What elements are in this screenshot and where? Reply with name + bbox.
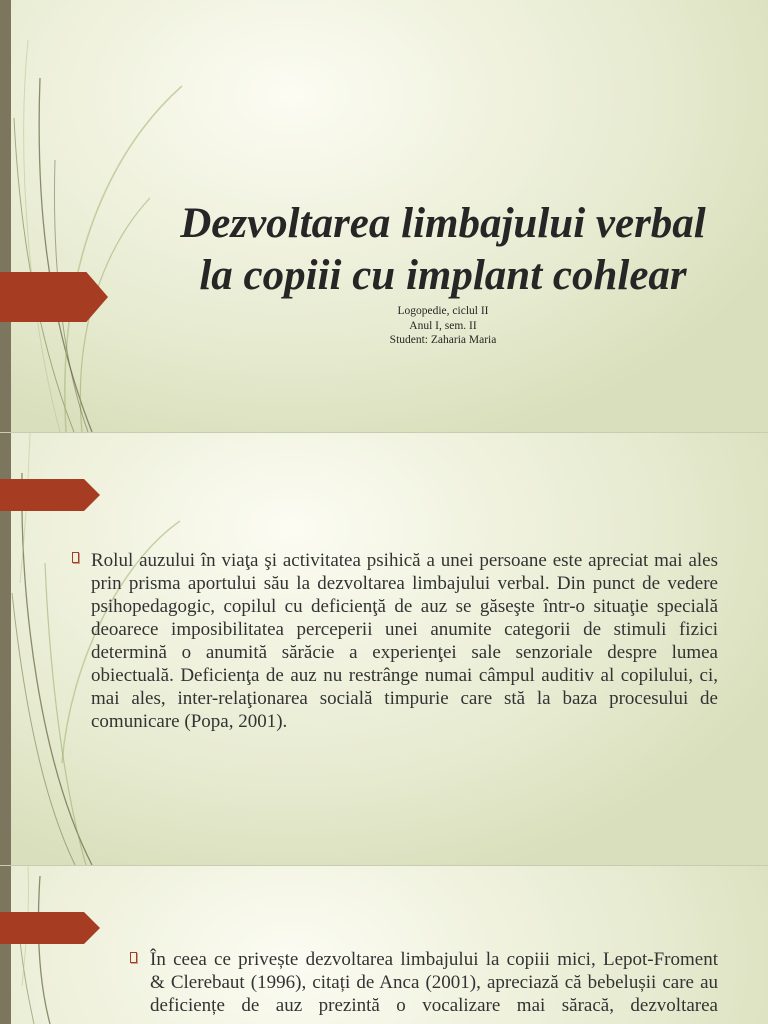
slide-sidebar-bar	[0, 866, 11, 1024]
bullet-icon	[130, 952, 137, 963]
text-line: psihopedagogic, copilul cu deficienţă de auz se găseşte într-o situaţie specială	[91, 596, 718, 617]
subtitle-line: Logopedie, ciclul II	[397, 305, 489, 317]
slide-1	[0, 0, 768, 432]
wisp-line	[24, 40, 60, 432]
arrow-marker-icon	[0, 479, 100, 511]
slide-subtitle	[243, 304, 643, 348]
text-line: obiectuală. Deficienţa de auz nu restrânge numai câmpul auditiv al copilului, ci,	[91, 665, 718, 686]
text-line: mai ales, inter-relaţionarea socială timpurie care stă la baza procesului de	[91, 688, 718, 709]
subtitle-line: Anul I, sem. II	[409, 319, 477, 332]
text-line: determină o anumită sărăcie a experienţei sale senzoriale despre lumea	[91, 642, 718, 663]
text-line: În ceea ce privește dezvoltarea limbajului la copiii mici, Lepot-Froment	[150, 949, 718, 970]
text-line: deficiențe de auz prezintă o vocalizare mai săracă, dezvoltarea	[150, 995, 718, 1016]
slide-3	[0, 866, 768, 1024]
slide-title-line: la copiii cu implant cohlear	[199, 252, 687, 299]
slide-2	[0, 433, 768, 865]
bullet-item	[72, 549, 718, 733]
text-line: & Clerebaut (1996), citați de Anca (2001), apreciază că bebelușii care au	[150, 972, 718, 993]
text-line: comunicare (Popa, 2001).	[91, 711, 288, 732]
subtitle-line: Student: Zaharia Maria	[389, 334, 497, 346]
arrow-marker-icon	[0, 912, 100, 944]
slide-title-line: Dezvoltarea limbajului verbal	[180, 200, 706, 247]
text-line: deoarece imposibilitatea perceperii unei anumite categorii de stimuli fizici	[91, 619, 718, 640]
bullet-icon	[72, 552, 79, 563]
text-line: prin prisma aportului său la dezvoltarea limbajului verbal. Din punct de vedere	[91, 573, 718, 594]
bullet-text	[150, 948, 718, 1017]
text-line: Rolul auzului în viaţa şi activitatea psihică a unei persoane este apreciat mai ales	[91, 550, 718, 571]
bullet-text	[91, 549, 718, 733]
arrow-marker-icon	[0, 272, 108, 322]
slide-title	[143, 198, 743, 302]
bullet-item	[130, 948, 718, 1017]
slide-sidebar-bar	[0, 0, 11, 432]
wisp-line	[38, 876, 50, 1024]
